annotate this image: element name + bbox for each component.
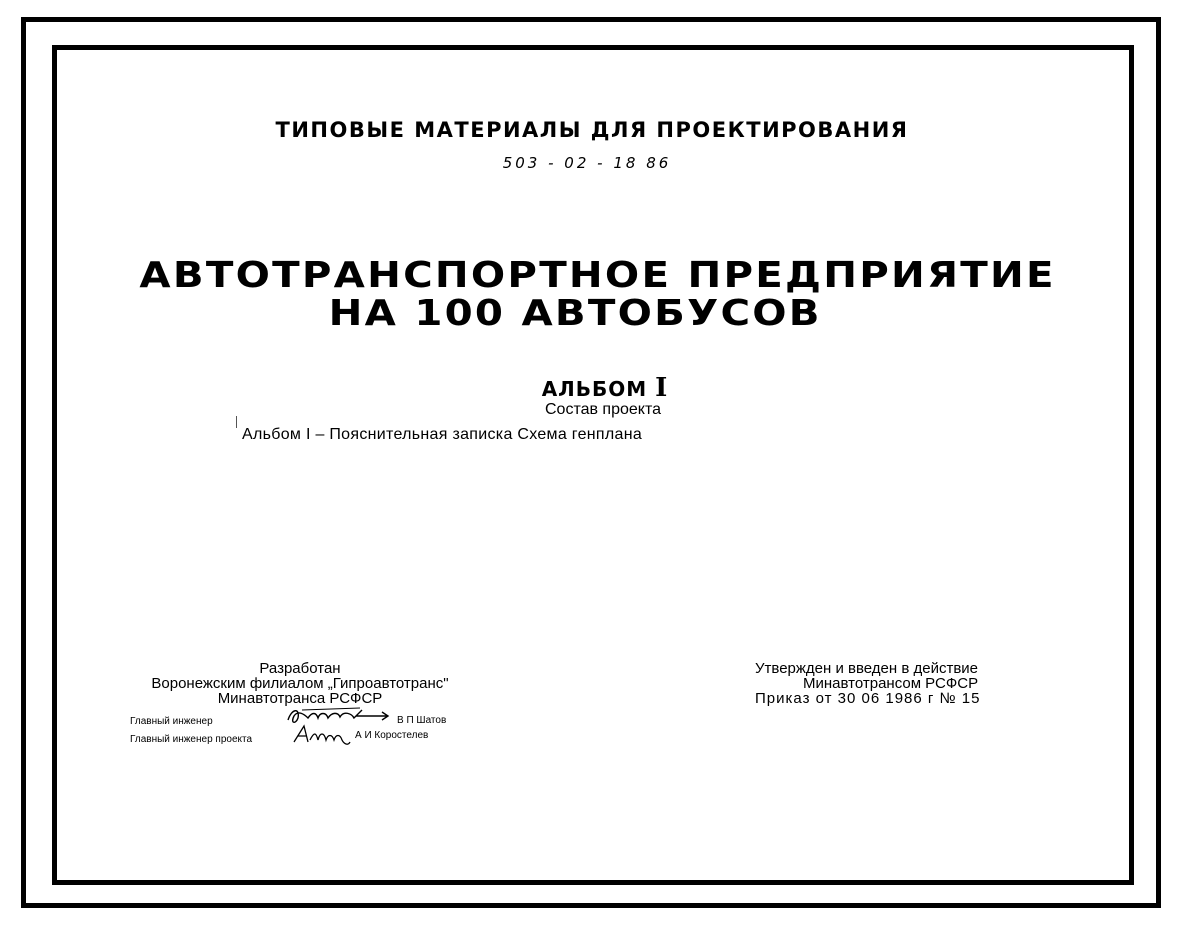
approval-block <box>755 661 981 706</box>
signer-role: Главный инженер проекта <box>130 734 253 745</box>
developer-line2: Воронежским филиалом „Гипроавтотранс" <box>151 675 449 692</box>
signer-name: А И Коростелев <box>355 730 429 741</box>
album-number: I <box>655 373 669 403</box>
approval-line1: Утвержден и введен в действие <box>755 660 979 677</box>
signer-role: Главный инженер <box>130 716 213 727</box>
main-title-line2: НА 100 АВТОБУСОВ <box>328 293 822 334</box>
signer-name: В П Шатов <box>397 715 447 726</box>
album-heading <box>0 373 1184 403</box>
approval-line2: Минавтотрансом РСФСР <box>803 675 979 692</box>
composition-heading: Состав проекта <box>544 401 662 418</box>
developer-block <box>130 661 470 706</box>
main-title-line1: АВТОТРАНСПОРТНОЕ ПРЕДПРИЯТИЕ <box>139 255 1056 296</box>
signature-icon <box>290 722 354 748</box>
developer-line1: Разработан <box>259 660 341 677</box>
series-code: 503 - 02 - 18 86 <box>502 154 672 172</box>
album-label: АЛЬБОМ <box>541 377 648 401</box>
margin-mark <box>236 416 237 428</box>
series-title: ТИПОВЫЕ МАТЕРИАЛЫ ДЛЯ ПРОЕКТИРОВАНИЯ <box>275 118 909 142</box>
approval-line3: Приказ от 30 06 1986 г № 15 <box>755 690 981 707</box>
album-contents: Альбом I – Пояснительная записка Схема генплана <box>242 426 643 443</box>
developer-line3: Минавтотранса РСФСР <box>217 690 383 707</box>
